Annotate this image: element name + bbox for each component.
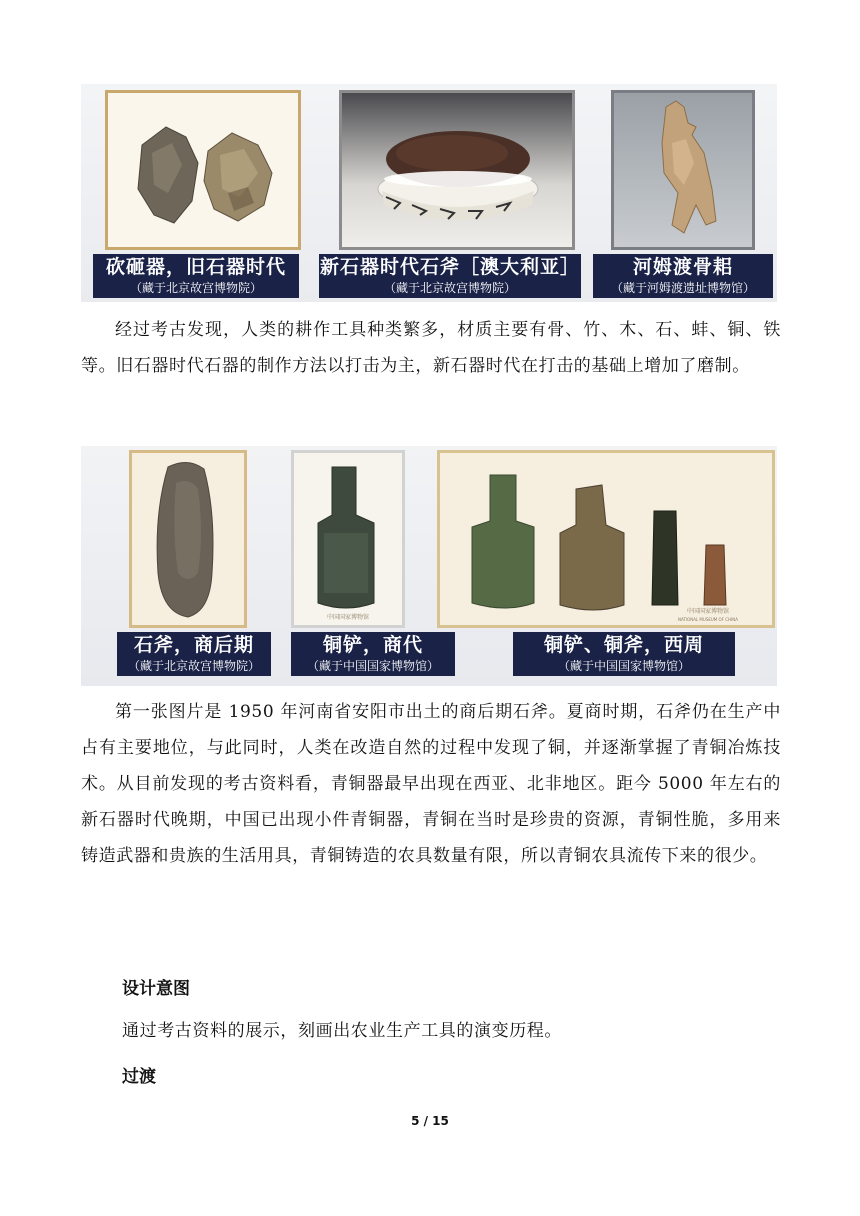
figure-stone-bone-tools: [81, 84, 777, 302]
page-number: 5 / 15: [411, 1114, 449, 1128]
figure-panel-chopper: [105, 90, 301, 250]
chopper-image: [108, 93, 298, 247]
figure-stone-bronze-tools: [81, 446, 777, 686]
museum-watermark: 中国国家博物馆: [326, 614, 370, 621]
caption-title: 砍砸器，旧石器时代: [105, 256, 286, 278]
caption-title: 河姆渡骨耜: [632, 256, 733, 278]
caption-shang-stone-axe: [117, 632, 271, 676]
caption-source: （藏于河姆渡遗址博物馆）: [610, 281, 755, 295]
caption-source: （藏于北京故宫博物院）: [383, 281, 516, 295]
caption-source: （藏于中国国家博物馆）: [557, 659, 690, 673]
figure-panel-stone-axe: [339, 90, 575, 250]
caption-source: （藏于中国国家博物馆）: [306, 659, 439, 673]
caption-source: （藏于北京故宫博物院）: [129, 281, 262, 295]
heading-transition: 过渡: [122, 1067, 156, 1087]
shang-stone-axe-image: [132, 453, 244, 625]
caption-title: 新石器时代石斧［澳大利亚］: [319, 256, 580, 278]
caption-chopper: [93, 254, 299, 298]
design-intent-text: 通过考古资料的展示，刻画出农业生产工具的演变历程。: [122, 1021, 562, 1041]
caption-stone-axe: [319, 254, 581, 298]
stone-axe-image: [342, 93, 572, 247]
shang-bronze-spade-image: [294, 453, 402, 625]
caption-source: （藏于北京故宫博物院）: [127, 659, 260, 673]
bone-spade-image: [614, 93, 752, 247]
caption-zhou-bronze-tools: [513, 632, 735, 676]
figure-panel-zhou-bronze-tools: [437, 450, 775, 628]
paragraph-bronze-history: 第一张图片是 1950 年河南省安阳市出土的商后期石斧。夏商时期，石斧仍在生产中占有主要地位，与此同时，人类在改造自然的过程中发现了铜，并逐渐掌握了青铜冶炼技术。从目前发现的考古资料看，青铜器最早出现在西亚、北非地区。距今 5000 年左右的新石器时代晚期，中国已出现小件青铜器，青铜在当时是珍贵的资源，青铜性脆，多用来铸造武器和贵族的生活用具，青铜铸造的农具数量有限，所以青铜农具流传下来的很少。: [81, 702, 781, 866]
museum-watermark-en: NATIONAL MUSEUM OF CHINA: [678, 617, 738, 622]
caption-title: 铜铲、铜斧，西周: [543, 634, 704, 656]
caption-shang-bronze-spade: [291, 632, 455, 676]
figure-panel-bone-spade: [611, 90, 755, 250]
caption-bone-spade: [593, 254, 773, 298]
museum-watermark: 中国国家博物馆: [686, 608, 730, 615]
figure-panel-shang-stone-axe: [129, 450, 247, 628]
heading-design-intent: 设计意图: [122, 979, 190, 999]
caption-title: 铜铲，商代: [322, 634, 423, 656]
figure-panel-shang-bronze-spade: [291, 450, 405, 628]
caption-title: 石斧，商后期: [133, 634, 254, 656]
paragraph-tools-materials: 经过考古发现，人类的耕作工具种类繁多，材质主要有骨、竹、木、石、蚌、铜、铁等。旧石器时代石器的制作方法以打击为主，新石器时代在打击的基础上增加了磨制。: [81, 320, 781, 376]
zhou-bronze-tools-image: [440, 453, 772, 625]
